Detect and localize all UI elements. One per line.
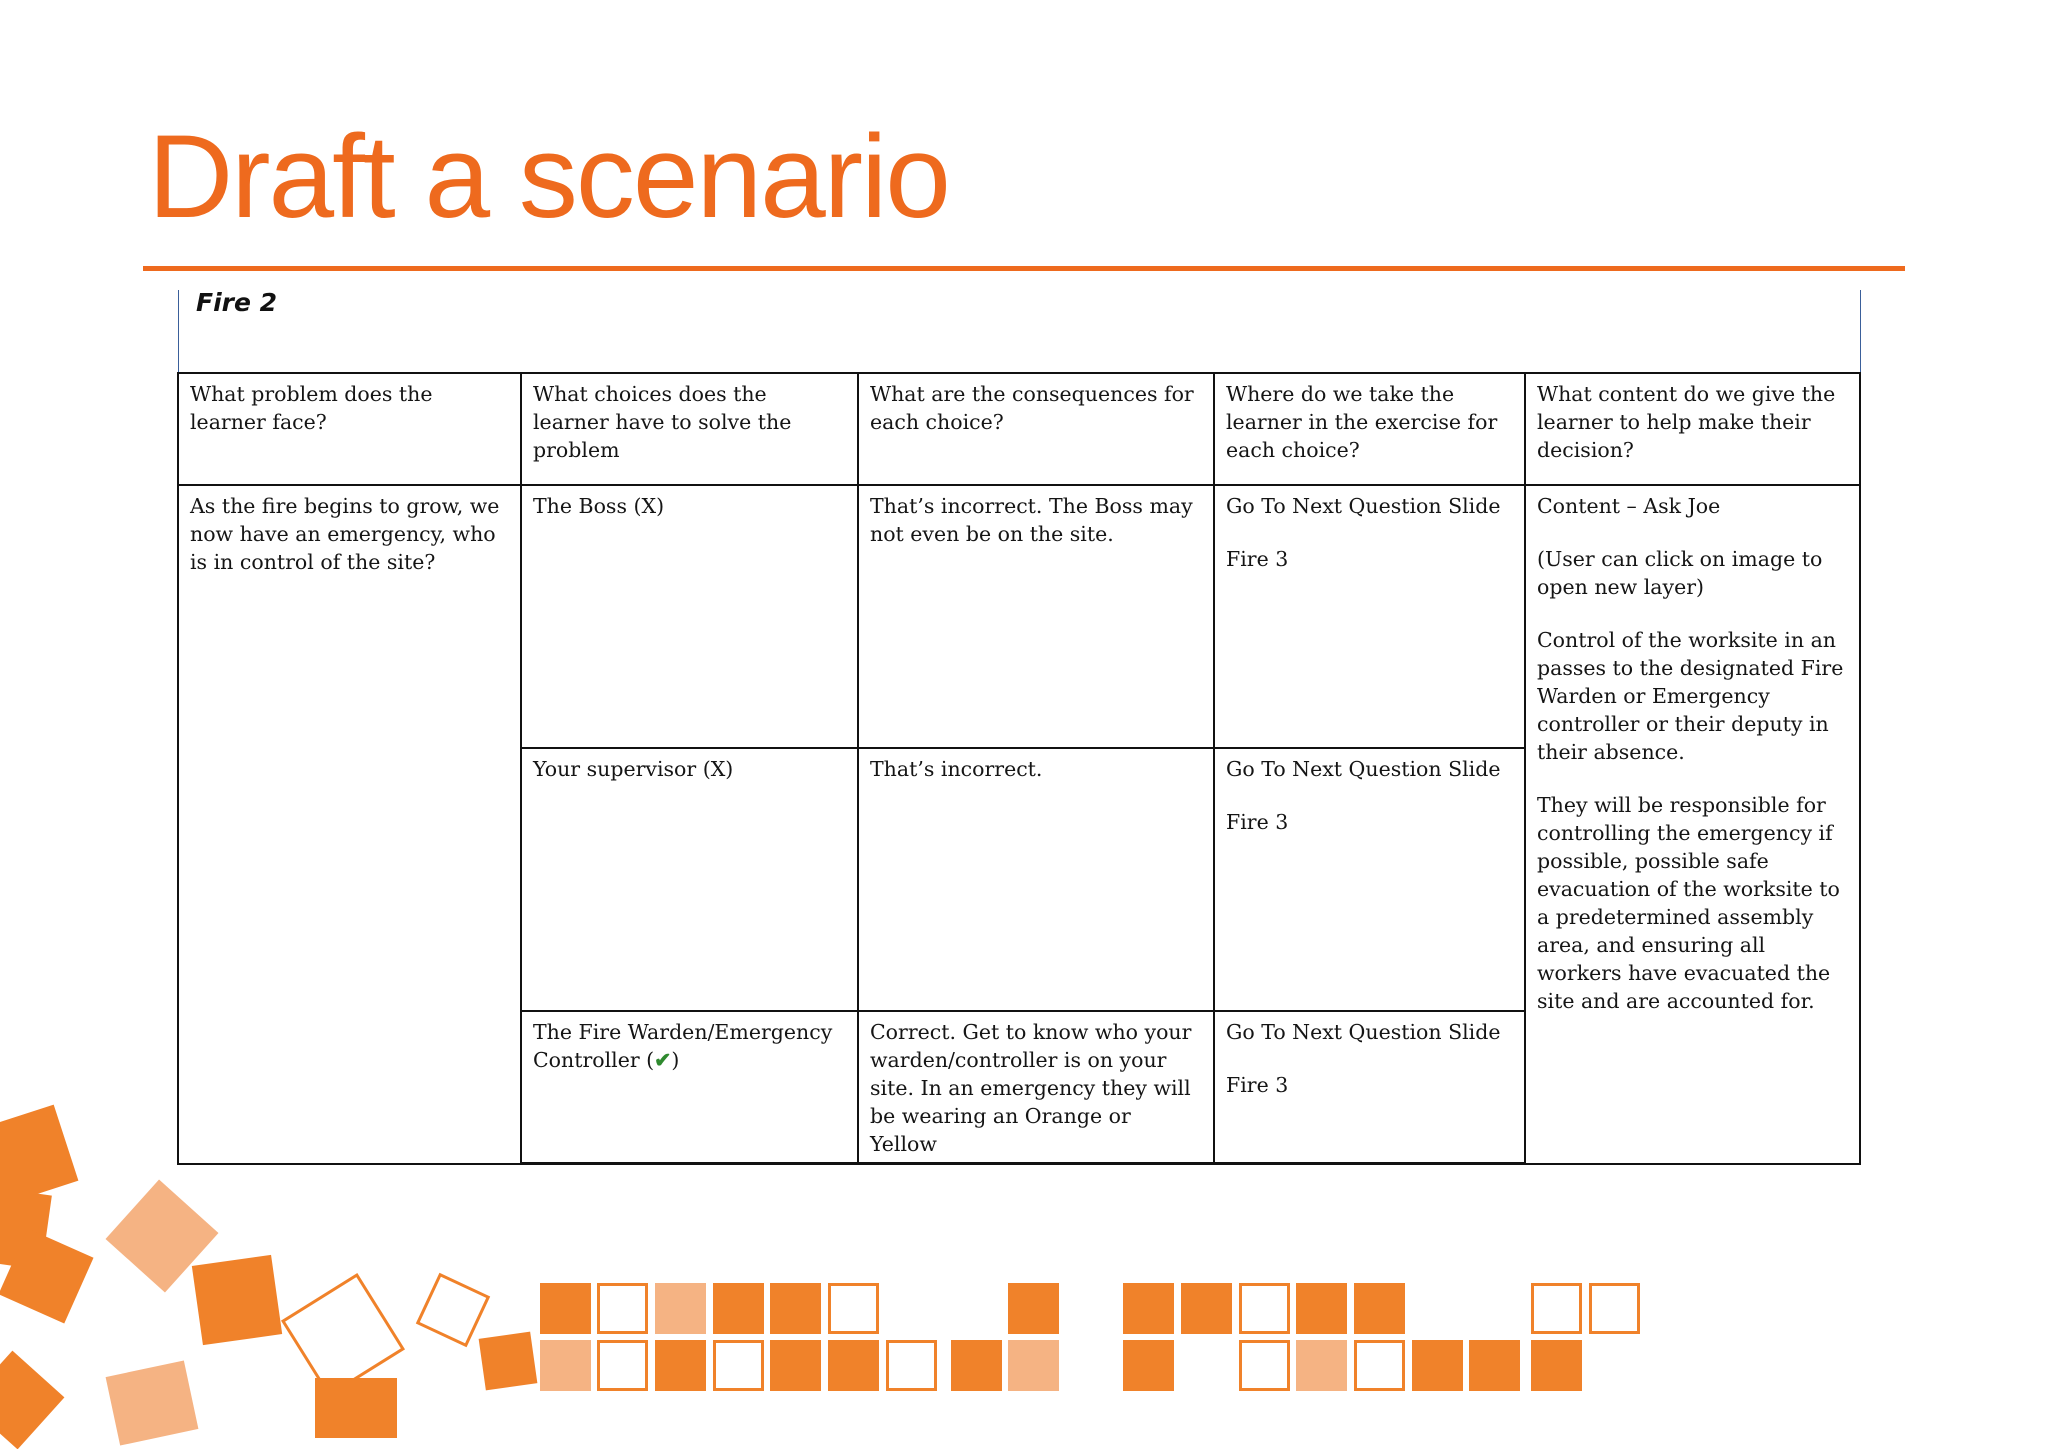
decor-square — [106, 1360, 199, 1445]
decor-square — [713, 1340, 764, 1391]
decor-square — [1589, 1283, 1640, 1334]
document-frame — [178, 290, 1861, 373]
decor-square — [1008, 1340, 1059, 1391]
destination-name: Fire 3 — [1226, 547, 1289, 571]
table-header-row — [178, 373, 1860, 485]
decor-square — [1469, 1340, 1520, 1391]
choice-cell — [521, 1011, 858, 1164]
choice-cell: The Boss (X) — [521, 485, 858, 748]
decor-square — [315, 1378, 397, 1438]
destination-name: Fire 3 — [1226, 810, 1289, 834]
decor-square — [1531, 1340, 1582, 1391]
decor-square — [416, 1273, 490, 1347]
decor-square — [770, 1283, 821, 1334]
decor-square — [597, 1340, 648, 1391]
decor-square — [828, 1340, 879, 1391]
decor-square — [1239, 1340, 1290, 1391]
destination-name: Fire 3 — [1226, 1073, 1289, 1097]
header-problem: What problem does the learner face? — [178, 373, 521, 485]
decor-square — [1123, 1340, 1174, 1391]
destination-slide: Go To Next Question Slide — [1226, 494, 1501, 518]
destination-cell — [1214, 748, 1525, 1011]
decor-square — [886, 1340, 937, 1391]
decor-square — [479, 1332, 538, 1391]
decor-square — [0, 1351, 64, 1449]
decor-square — [1296, 1340, 1347, 1391]
decor-square — [1239, 1283, 1290, 1334]
content-label: Content – Ask Joe — [1537, 494, 1721, 518]
decor-square — [1531, 1283, 1582, 1334]
destination-cell — [1214, 485, 1525, 748]
header-consequences: What are the consequences for each choice? — [858, 373, 1214, 485]
document-heading: Fire 2 — [196, 288, 278, 317]
content-paragraph: They will be responsible for controlling the emergency if possible, possible safe evacuation of the worksite to a predetermined assembly area, and ensuring all workers have evacuated the site and are accounted for. — [1537, 793, 1840, 1013]
consequence-cell: That’s incorrect. — [858, 748, 1214, 1011]
page-title: Draft a scenario — [148, 111, 949, 243]
header-choices: What choices does the learner have to solve the problem — [521, 373, 858, 485]
decor-square — [770, 1340, 821, 1391]
decor-square — [1412, 1340, 1463, 1391]
table-row — [178, 485, 1860, 748]
problem-cell: As the fire begins to grow, we now have an emergency, who is in control of the site? — [178, 485, 521, 1164]
decor-square — [1296, 1283, 1347, 1334]
decor-square — [1181, 1283, 1232, 1334]
choice-text: The Fire Warden/Emergency Controller ( — [533, 1020, 833, 1072]
header-destination: Where do we take the learner in the exercise for each choice? — [1214, 373, 1525, 485]
decor-square — [655, 1340, 706, 1391]
header-content: What content do we give the learner to help make their decision? — [1525, 373, 1860, 485]
consequence-cell: Correct. Get to know who your warden/controller is on your site. In an emergency they will be wearing an Orange or Yellow — [858, 1011, 1214, 1164]
decor-square — [597, 1283, 648, 1334]
destination-cell — [1214, 1011, 1525, 1164]
destination-slide: Go To Next Question Slide — [1226, 757, 1501, 781]
decor-square — [540, 1283, 591, 1334]
decor-square — [192, 1255, 282, 1345]
destination-slide: Go To Next Question Slide — [1226, 1020, 1501, 1044]
content-paragraph: Control of the worksite in an passes to the designated Fire Warden or Emergency controller or their deputy in their absence. — [1537, 628, 1844, 764]
consequence-cell: That’s incorrect. The Boss may not even be on the site. — [858, 485, 1214, 748]
content-note: (User can click on image to open new layer) — [1537, 547, 1823, 599]
decor-square — [1354, 1283, 1405, 1334]
decor-square — [828, 1283, 879, 1334]
scenario-table — [177, 372, 1861, 1165]
checkmark-icon: ✔ — [654, 1048, 672, 1072]
content-cell — [1525, 485, 1860, 1164]
title-divider — [143, 266, 1905, 271]
decor-square — [1123, 1283, 1174, 1334]
decor-square — [713, 1283, 764, 1334]
decor-square — [1354, 1340, 1405, 1391]
choice-cell: Your supervisor (X) — [521, 748, 858, 1011]
decor-square — [1008, 1283, 1059, 1334]
decor-square — [655, 1283, 706, 1334]
decor-square — [951, 1340, 1002, 1391]
decor-square — [540, 1340, 591, 1391]
choice-text-end: ) — [671, 1048, 680, 1072]
